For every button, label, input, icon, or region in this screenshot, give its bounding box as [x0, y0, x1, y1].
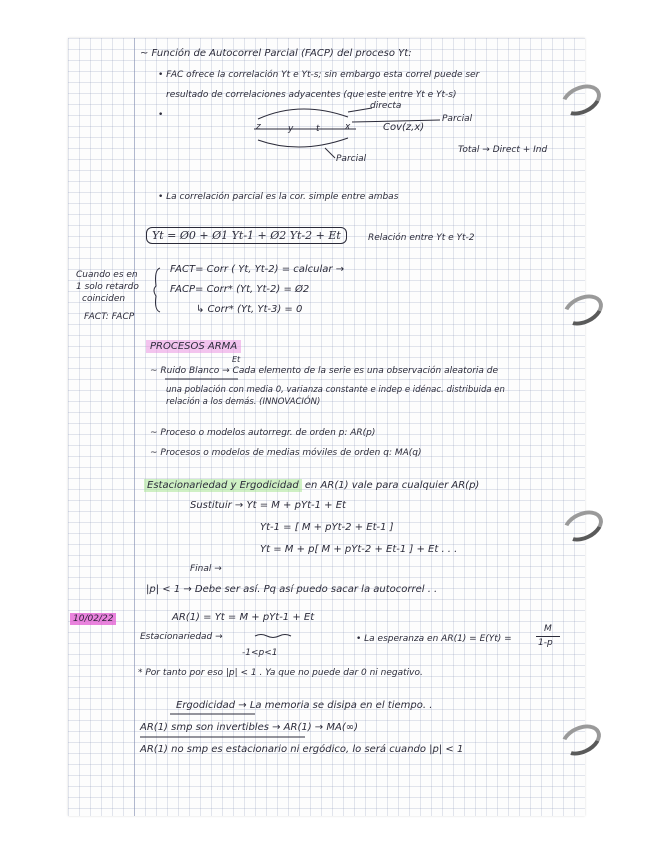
frac-bar	[536, 636, 560, 637]
frac-num: M	[544, 624, 552, 634]
line-fact: FACT= Corr ( Yt, Yt-2) = calcular →	[170, 264, 345, 275]
lag-t: t	[316, 124, 320, 134]
side-note-3: coinciden	[82, 294, 126, 304]
line-fac-note: • FAC ofrece la correlación Yt e Yt-s; sin embargo esta correl puede ser	[158, 70, 480, 80]
line-final: Final →	[190, 564, 222, 574]
line-ruido-blanco: ~ Ruido Blanco → Cada elemento de la serie es una observación aleatoria de	[150, 366, 499, 376]
line-yt-expanded: Yt = M + p[ M + pYt-2 + Et-1 ] + Et . . .	[260, 544, 458, 555]
line-partial-corr: • La correlación parcial es la cor. simple entre ambas	[158, 192, 399, 202]
line-ar1: AR(1) = Yt = M + pYt-1 + Et	[172, 612, 315, 623]
line-ma-q: ~ Procesos o modelos de medias móviles de orden q: MA(q)	[150, 448, 422, 458]
line-poblacion: una población con media 0, varianza constante e indep e idénac. distribuida en	[166, 385, 505, 395]
line-sustituir: Sustituir → Yt = M + pYt-1 + Et	[190, 500, 346, 511]
side-note-1: Cuando es en	[76, 270, 138, 280]
heading-arma: PROCESOS ARMA	[146, 341, 241, 352]
line-yt-1: Yt-1 = [ M + pYt-2 + Et-1 ]	[260, 522, 394, 533]
label-total: Total → Direct + Ind	[458, 145, 548, 155]
lag-x: x	[345, 122, 351, 132]
frac-den: 1-p	[538, 638, 553, 648]
label-et: Et	[232, 355, 241, 364]
line-facp: FACP= Corr* (Yt, Yt-2) = Ø2	[170, 284, 310, 295]
line-relation: Relación entre Yt e Yt-2	[368, 233, 475, 243]
label-parcial-bottom: Parcial	[336, 154, 367, 164]
line-ergodicidad: Ergodicidad → La memoria se disipa en el tiempo. .	[176, 700, 433, 711]
margin-line	[134, 38, 135, 816]
heading-estacionariedad: Estacionariedad y Ergodicidad en AR(1) vale para cualquier AR(p)	[144, 480, 479, 491]
lag-y: y	[288, 124, 294, 134]
line-corr-star: ↳ Corr* (Yt, Yt-3) = 0	[196, 304, 303, 315]
label-parcial-top: Parcial	[442, 114, 473, 124]
line-abs-p: |p| < 1 → Debe ser así. Pq así puedo sacar la autocorrel . .	[146, 584, 438, 595]
lag-z: z	[256, 122, 261, 132]
line-ar-p: ~ Proceso o modelos autorregr. de orden p: AR(p)	[150, 428, 376, 438]
label-estacionariedad: Estacionariedad →	[140, 632, 223, 642]
side-note-2: 1 solo retardo	[76, 282, 139, 292]
label-cov: Cov(z,x)	[383, 122, 425, 133]
date-tag: 10/02/22	[70, 614, 116, 625]
line-invertibles: AR(1) smp son invertibles → AR(1) → MA(∞)	[140, 722, 358, 733]
line-no-estacionario: AR(1) no smp es estacionario ni ergódico, lo será cuando |p| < 1	[140, 744, 464, 755]
label-range: -1<p<1	[242, 648, 278, 658]
line-facp-title: ~ Función de Autocorrel Parcial (FACP) del proceso Yt:	[140, 48, 412, 59]
line-por-tanto: * Por tanto por eso |p| < 1 . Ya que no puede dar 0 ni negativo.	[138, 668, 423, 678]
side-note-4: FACT: FACP	[84, 312, 135, 322]
line-innovacion: relación a los demás. (INNOVACIÓN)	[166, 397, 321, 407]
line-esperanza: • La esperanza en AR(1) = E(Yt) =	[356, 634, 512, 644]
line-adjacent: resultado de correlaciones adyacentes (que este entre Yt e Yt-s)	[166, 90, 457, 100]
equation-box: Yt = Ø0 + Ø1 Yt-1 + Ø2 Yt-2 + Et	[146, 230, 347, 241]
label-directa: directa	[370, 101, 402, 111]
bullet-mark: •	[158, 110, 164, 120]
